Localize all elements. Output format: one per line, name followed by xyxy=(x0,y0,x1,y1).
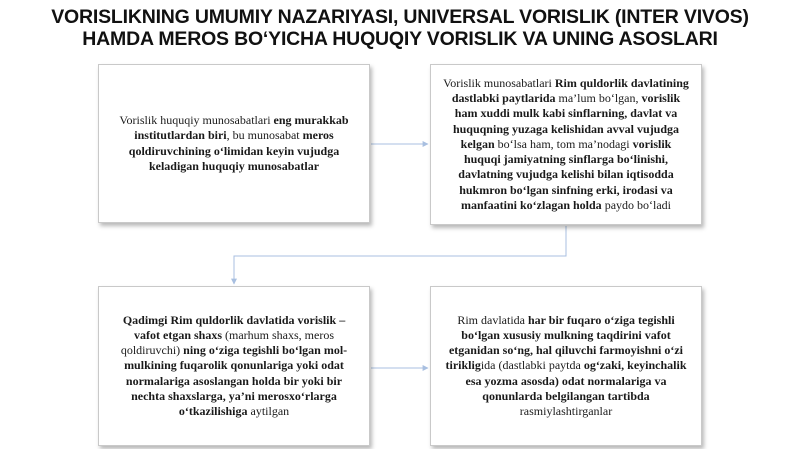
text-segment: rasmiylashtirganlar xyxy=(519,404,613,418)
text-segment: Rim davlatida xyxy=(457,312,528,327)
box-roman-origins xyxy=(430,64,702,225)
box-2-text xyxy=(441,76,691,213)
bold-text-segment: har bir fuqaro o‘ziga tegishli bo‘lgan xususiy mulkning taqdirini vafot etganidan so‘ng, hal qiluvchi farmoyishni o‘zi tiriklig xyxy=(445,312,684,373)
box-inheritance-definition xyxy=(98,64,370,223)
text-segment: ida (dastlabki paytda xyxy=(480,358,584,373)
bold-text-segment: Rim quldorlik davlatining dastlabki paytlarida xyxy=(451,76,689,106)
bold-text-segment: Qadimgi Rim quldorlik davlatida vorislik – vafot etgan shaxs xyxy=(122,312,346,342)
text-segment: (marhum shaxs, meros qoldiruvchi) xyxy=(120,327,334,358)
bold-text-segment: vorislik ham xuddi mulk kabi sinflarning, davlat va huquqning yuzaga kelishidan avval vujudga kelgan xyxy=(452,91,681,151)
text-segment: aytilgan xyxy=(247,404,290,418)
title-line-2: HAMDA MEROS BO‘YICHA HUQUQIY VORISLIK VA UNING ASOSLARI xyxy=(82,28,718,50)
box-3-text xyxy=(109,313,359,419)
bold-text-segment: meros qoldiruvchining o‘limidan keyin vujudga keladigan huquqiy munosabatlar xyxy=(128,128,340,173)
box-roman-testament xyxy=(430,286,702,446)
box-4-text xyxy=(441,313,691,419)
bold-text-segment: eng murakkab institutlardan biri xyxy=(134,113,349,143)
diagram-title xyxy=(0,6,800,50)
text-segment: , bu munosabat xyxy=(226,128,303,143)
title-line-1: VORISLIKNING UMUMIY NAZARIYASI, UNIVERSAL VORISLIK (INTER VIVOS) xyxy=(51,6,749,28)
arrow-box2-to-box3 xyxy=(234,226,566,284)
box-ancient-rome-inheritance xyxy=(98,286,370,446)
bold-text-segment: ning o‘ziga tegishli bo‘lgan mol-mulkining fuqarolik qonunlariga yoki odat normalariga asoslangan holda bir yoki bir nechta shaxslarga, ya’ni merosxo‘rlarga o‘tkazilishiga xyxy=(124,343,348,418)
text-segment: ma’lum bo‘lgan, xyxy=(555,91,642,106)
bold-text-segment: og‘zaki, keyinchalik esa yozma asosda) odat normalariga va qonunlarda belgilangan tartibda xyxy=(465,358,687,403)
text-segment: paydo bo‘ladi xyxy=(601,197,672,212)
box-1-text xyxy=(109,113,359,174)
text-segment: Vorislik munosabatlari xyxy=(443,76,555,91)
text-segment: bo‘lsa ham, tom ma’nodagi xyxy=(494,136,633,151)
bold-text-segment: vorislik huquqi jamiyatning sinflarga bo‘linishi, davlatning vujudga kelishi bilan iqtisodda hukmron bo‘lgan sinfning erki, irodasi va manfaatini ko‘zlagan holda xyxy=(458,136,674,212)
text-segment: Vorislik huquqiy munosabatlari xyxy=(119,113,274,128)
